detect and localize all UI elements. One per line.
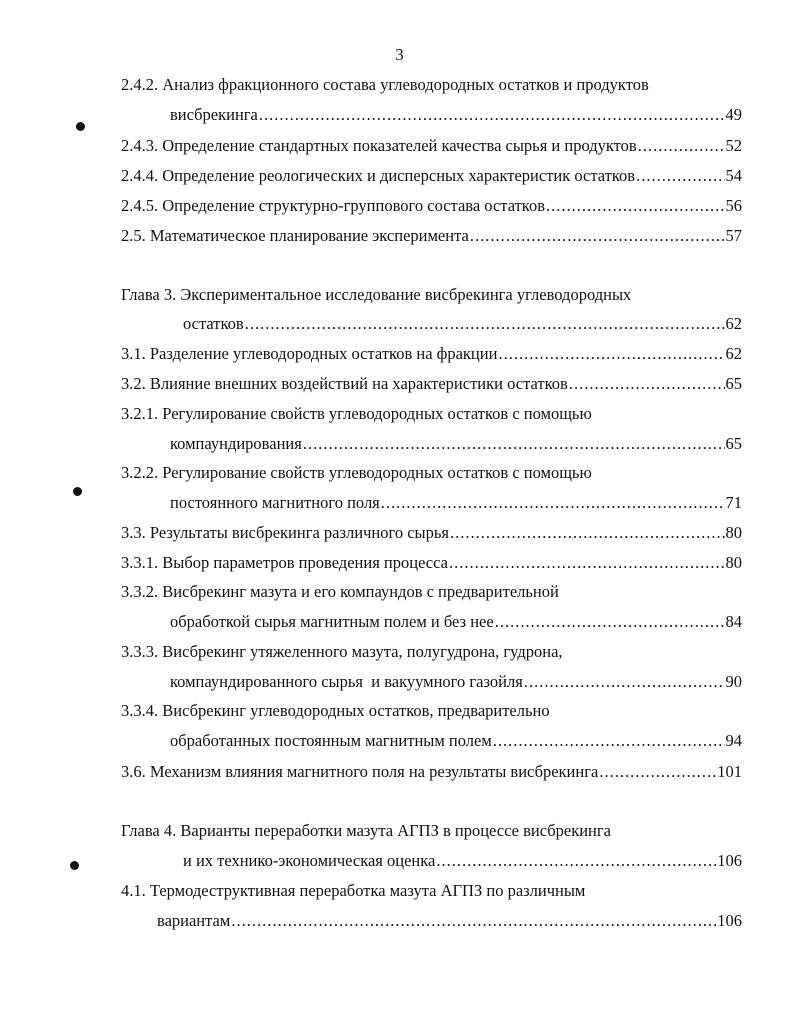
- page-number: 3: [395, 45, 404, 64]
- toc-entry-2-4-3: [121, 136, 742, 156]
- toc-leader-dots: [470, 226, 725, 246]
- toc-page-number: 62: [725, 344, 742, 363]
- toc-entry-3-3-4-line1: 3.3.4. Висбрекинг углеводородных остатков, предварительно: [121, 701, 550, 720]
- toc-leader-dots: [450, 523, 725, 543]
- toc-entry-text: обработкой сырья магнитным полем и без нее: [170, 612, 494, 631]
- toc-page-number: 52: [725, 136, 742, 155]
- punch-hole-middle: [73, 487, 82, 496]
- toc-entry-2-4-5: [121, 196, 742, 216]
- toc-page-number: 65: [725, 434, 742, 453]
- toc-page-number: 90: [725, 672, 742, 691]
- toc-chapter-4-line1: Глава 4. Варианты переработки мазута АГПЗ в процессе висбрекинга: [121, 821, 611, 840]
- toc-entry-text: и их технико-экономическая оценка: [183, 851, 436, 870]
- toc-page-number: 54: [725, 166, 742, 185]
- toc-page-number: 106: [717, 851, 742, 870]
- toc-entry-3-2-1: [170, 434, 742, 454]
- toc-entry-text: 3.2. Влияние внешних воздействий на характеристики остатков: [121, 374, 568, 393]
- toc-entry-2-4-2: [170, 105, 742, 125]
- toc-entry-3-3-2-line1: 3.3.2. Висбрекинг мазута и его компаундов с предварительной: [121, 582, 559, 601]
- toc-entry-text: 3.3. Результаты висбрекинга различного сырья: [121, 523, 449, 542]
- toc-leader-dots: [449, 553, 725, 573]
- toc-entry-3-6: [121, 762, 742, 782]
- toc-page-number: 71: [725, 493, 742, 512]
- toc-entry-3-1: [121, 344, 742, 364]
- toc-page-number: 80: [725, 523, 742, 542]
- toc-entry-text: 2.4.3. Определение стандартных показателей качества сырья и продуктов: [121, 136, 637, 155]
- toc-leader-dots: [638, 136, 725, 156]
- toc-entry-4-1: [157, 911, 742, 931]
- toc-entry-text: 3.6. Механизм влияния магнитного поля на результаты висбрекинга: [121, 762, 599, 781]
- toc-page-number: 62: [725, 314, 742, 333]
- toc-entry-text: висбрекинга: [170, 105, 258, 124]
- toc-entry-3-3-1: [121, 553, 742, 573]
- toc-page-number: 106: [717, 911, 742, 930]
- toc-page-number: 84: [725, 612, 742, 631]
- toc-entry-3-3: [121, 523, 742, 543]
- toc-leader-dots: [599, 762, 716, 782]
- toc-entry-2-4-2-line1: 2.4.2. Анализ фракционного состава углеводородных остатков и продуктов: [121, 75, 649, 94]
- toc-leader-dots: [436, 851, 716, 871]
- toc-entry-text: постоянного магнитного поля: [170, 493, 380, 512]
- toc-chapter-3: [183, 314, 742, 334]
- toc-entry-3-3-4: [170, 731, 742, 751]
- punch-hole-bottom: [70, 861, 79, 870]
- toc-chapter-3-line1: Глава 3. Экспериментальное исследование висбрекинга углеводородных: [121, 285, 632, 304]
- toc-leader-dots: [259, 105, 725, 125]
- toc-entry-3-3-3: [170, 672, 742, 692]
- toc-entry-text: 3.1. Разделение углеводородных остатков на фракции: [121, 344, 498, 363]
- toc-entry-2-4-4: [121, 166, 742, 186]
- toc-page-number: 94: [725, 731, 742, 750]
- toc-leader-dots: [524, 672, 725, 692]
- toc-entry-3-3-2: [170, 612, 742, 632]
- toc-chapter-4: [183, 851, 742, 871]
- toc-page-number: 56: [725, 196, 742, 215]
- toc-entry-3-3-3-line1: 3.3.3. Висбрекинг утяжеленного мазута, полугудрона, гудрона,: [121, 642, 563, 661]
- toc-entry-text: остатков: [183, 314, 244, 333]
- toc-leader-dots: [231, 911, 716, 931]
- toc-entry-3-2-2: [170, 493, 742, 513]
- toc-page-number: 80: [725, 553, 742, 572]
- toc-leader-dots: [498, 344, 724, 364]
- toc-entry-text: 2.4.5. Определение структурно-группового состава остатков: [121, 196, 546, 215]
- toc-entry-3-2: [121, 374, 742, 394]
- toc-page-number: 49: [725, 105, 742, 124]
- punch-hole-top: [76, 122, 85, 131]
- toc-leader-dots: [495, 612, 725, 632]
- toc-entry-2-5: [121, 226, 742, 246]
- toc-entry-text: 2.4.4. Определение реологических и дисперсных характеристик остатков: [121, 166, 636, 185]
- toc-leader-dots: [569, 374, 725, 394]
- toc-leader-dots: [381, 493, 725, 513]
- toc-entry-3-2-2-line1: 3.2.2. Регулирование свойств углеводородных остатков с помощью: [121, 463, 592, 482]
- toc-entry-4-1-line1: 4.1. Термодеструктивная переработка мазута АГПЗ по различным: [121, 881, 586, 900]
- toc-entry-text: обработанных постоянным магнитным полем: [170, 731, 492, 750]
- toc-page-number: 57: [725, 226, 742, 245]
- toc-leader-dots: [546, 196, 724, 216]
- toc-page-number: 65: [725, 374, 742, 393]
- toc-entry-text: 3.3.1. Выбор параметров проведения процесса: [121, 553, 448, 572]
- toc-leader-dots: [303, 434, 725, 454]
- toc-leader-dots: [245, 314, 725, 334]
- toc-entry-text: компаундированного сырья и вакуумного газойля: [170, 672, 523, 691]
- toc-page-number: 101: [717, 762, 742, 781]
- toc-leader-dots: [636, 166, 724, 186]
- toc-entry-text: 2.5. Математическое планирование эксперимента: [121, 226, 469, 245]
- toc-entry-text: вариантам: [157, 911, 231, 930]
- toc-entry-3-2-1-line1: 3.2.1. Регулирование свойств углеводородных остатков с помощью: [121, 404, 592, 423]
- toc-entry-text: компаундирования: [170, 434, 302, 453]
- toc-leader-dots: [493, 731, 725, 751]
